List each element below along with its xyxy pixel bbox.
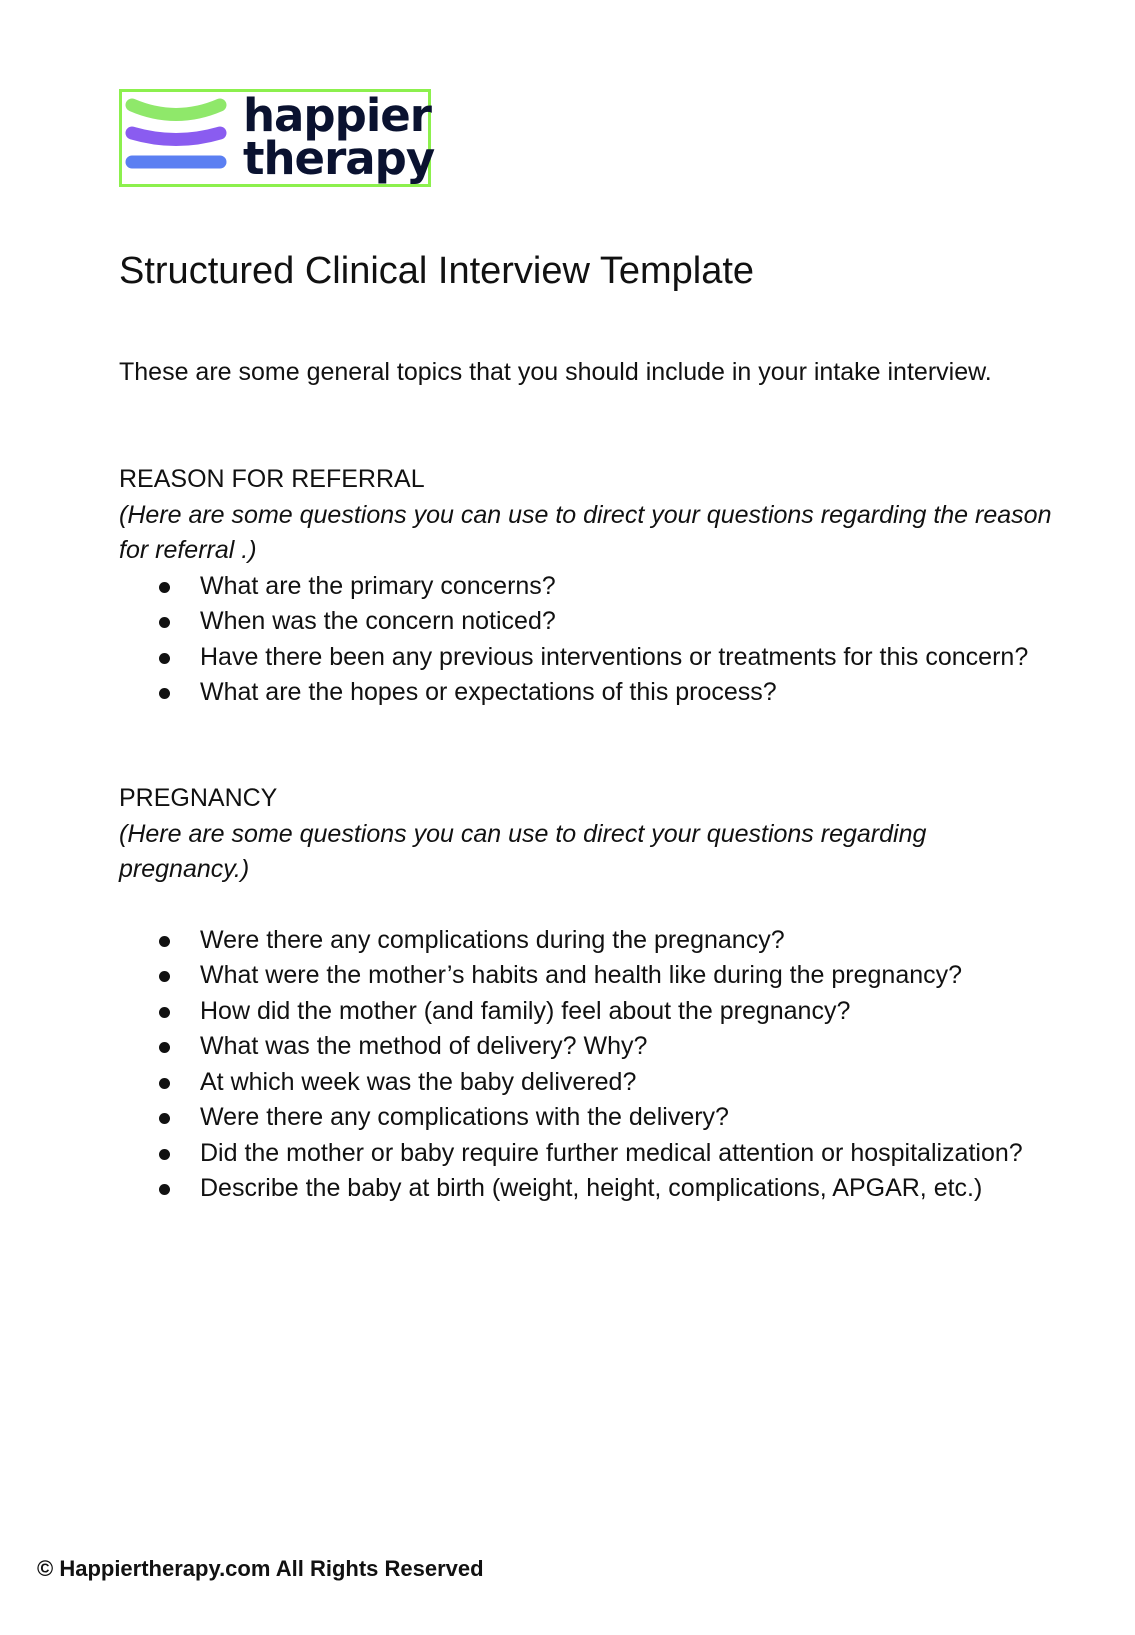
- bullet-icon: [159, 1149, 170, 1160]
- list-item-text: What are the primary concerns?: [200, 571, 556, 600]
- intro-paragraph: These are some general topics that you should include in your intake interview.: [119, 358, 992, 386]
- bullet-icon: [159, 617, 170, 628]
- bullet-icon: [159, 582, 170, 593]
- list-item: [119, 994, 1135, 1030]
- list-item-text: Did the mother or baby require further medical attention or hospitalization?: [200, 1138, 1023, 1167]
- list-item-text: What are the hopes or expectations of this process?: [200, 678, 777, 706]
- logo-text-therapy: therapy: [243, 132, 435, 185]
- list-item: [119, 923, 1135, 959]
- list-item-text: Have there been any previous interventions or treatments for this concern?: [200, 642, 1029, 671]
- list-item: [119, 1065, 1135, 1101]
- question-list: [119, 923, 1099, 1207]
- list-item-text: When was the concern noticed?: [200, 607, 556, 635]
- bullet-icon: [159, 1184, 170, 1195]
- list-item-text: Were there any complications during the pregnancy?: [200, 925, 785, 954]
- list-item: [119, 1100, 1135, 1136]
- list-item-text: Describe the baby at birth (weight, height, complications, APGAR, etc.): [200, 1174, 983, 1202]
- section-heading: PREGNANCY: [119, 784, 278, 812]
- question-list: [119, 569, 1099, 711]
- bullet-icon: [159, 653, 170, 664]
- bullet-icon: [159, 1113, 170, 1124]
- list-item: [119, 1136, 1135, 1172]
- section-note: (Here are some questions you can use to direct your questions regarding pregnancy.): [119, 819, 927, 883]
- section-pregnancy: [119, 781, 1099, 1207]
- list-item-text: How did the mother (and family) feel about the pregnancy?: [200, 996, 851, 1025]
- list-item-text: What were the mother’s habits and health like during the pregnancy?: [200, 961, 963, 989]
- logo-wave-middle: [132, 133, 220, 140]
- list-item: [119, 675, 1100, 711]
- list-item: [119, 1029, 1135, 1065]
- list-item: [119, 569, 1100, 605]
- bullet-icon: [159, 1042, 170, 1053]
- copyright-footer: © Happiertherapy.com All Rights Reserved: [37, 1556, 484, 1581]
- bullet-icon: [159, 936, 170, 947]
- list-item-text: Were there any complications with the delivery?: [200, 1103, 729, 1131]
- bullet-icon: [159, 1078, 170, 1089]
- list-item-text: What was the method of delivery? Why?: [200, 1032, 648, 1060]
- document-title: Structured Clinical Interview Template: [119, 250, 755, 292]
- list-item: [119, 604, 1100, 640]
- section-reason-for-referral: [119, 462, 1099, 711]
- bullet-icon: [159, 688, 170, 699]
- section-note: (Here are some questions you can use to direct your questions regarding the reason for referral .): [119, 500, 1052, 564]
- bullet-icon: [159, 1007, 170, 1018]
- logo-text-happier: happier: [243, 89, 431, 142]
- list-item: [119, 640, 1100, 676]
- list-item: [119, 1171, 1135, 1207]
- happier-therapy-logo-icon: [124, 94, 234, 182]
- list-item: [119, 958, 1135, 994]
- brand-logo: [119, 89, 435, 187]
- section-heading: REASON FOR REFERRAL: [119, 465, 425, 493]
- list-item-text: At which week was the baby delivered?: [200, 1067, 637, 1096]
- logo-wave-top: [132, 105, 220, 115]
- bullet-icon: [159, 971, 170, 982]
